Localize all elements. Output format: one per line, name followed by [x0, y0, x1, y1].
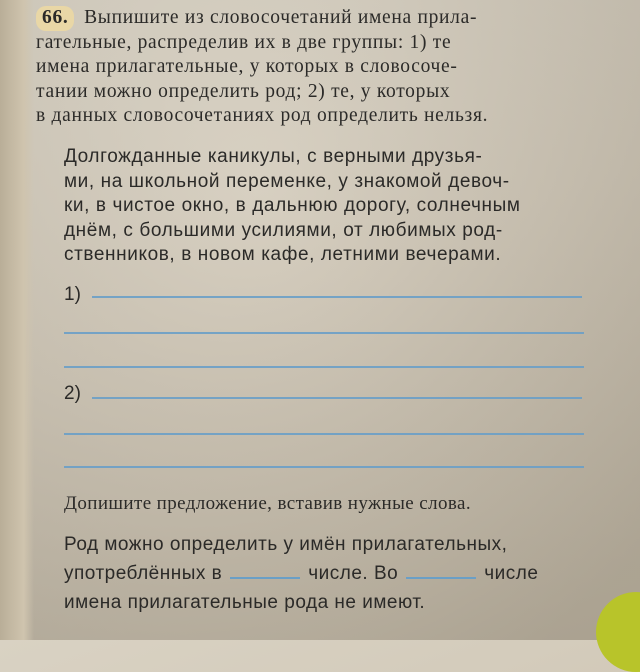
answer-line-2c[interactable]: [64, 466, 584, 468]
task-line-3: имена прилагательные, у которых в словосоче-: [36, 56, 458, 77]
sentence-line-3: имена прилагательные рода не имеют.: [64, 592, 426, 613]
task-line-4: тании можно определить род; 2) те, у которых: [36, 80, 451, 102]
sentence-line-1: Род можно определить у имён прилагательных,: [64, 534, 508, 555]
complete-sentence-title: Допишите предложение, вставив нужные слова.: [64, 493, 471, 514]
answer-line-1a[interactable]: [92, 296, 582, 298]
sentence-part-a: употреблённых в: [64, 563, 223, 584]
answer-label-1: 1): [64, 284, 81, 305]
answer-line-1c[interactable]: [64, 366, 584, 368]
answer-line-1b[interactable]: [64, 332, 584, 334]
exercise-line-2: ми, на школьной переменке, у знакомой девоч-: [64, 170, 510, 192]
page-binding-edge: [0, 0, 34, 640]
sentence-line-2: [64, 559, 594, 588]
blank-field-1[interactable]: [230, 563, 300, 579]
exercise-line-1: Долгожданные каникулы, с верными друзья-: [64, 146, 483, 167]
sentence-part-b: числе. Во: [308, 563, 399, 584]
answer-label-2: 2): [64, 383, 81, 404]
answer-line-2b[interactable]: [64, 433, 584, 435]
exercise-line-4: днём, с большими усилиями, от любимых род-: [64, 219, 503, 241]
exercise-text: [64, 145, 584, 268]
exercise-line-3: ки, в чистое окно, в дальнюю дорогу, солнечным: [64, 195, 521, 216]
answer-row-2: [64, 383, 584, 407]
task-line-2: гательные, распределив их в две группы: 1) те: [36, 31, 452, 53]
task-line-5: в данных словосочетаниях род определить нельзя.: [36, 105, 489, 126]
page-number-badge: [596, 592, 640, 672]
answer-line-2a[interactable]: [92, 397, 582, 399]
sentence-part-c: числе: [484, 563, 539, 584]
task-instruction: [36, 6, 596, 129]
task-line-1: 66. Выпишите из словосочетаний имена прила-: [36, 6, 596, 31]
fill-in-sentence: [64, 530, 594, 617]
task-number: 66.: [36, 6, 74, 31]
blank-field-2[interactable]: [406, 563, 476, 579]
exercise-line-5: ственников, в новом кафе, летними вечерами.: [64, 244, 502, 265]
